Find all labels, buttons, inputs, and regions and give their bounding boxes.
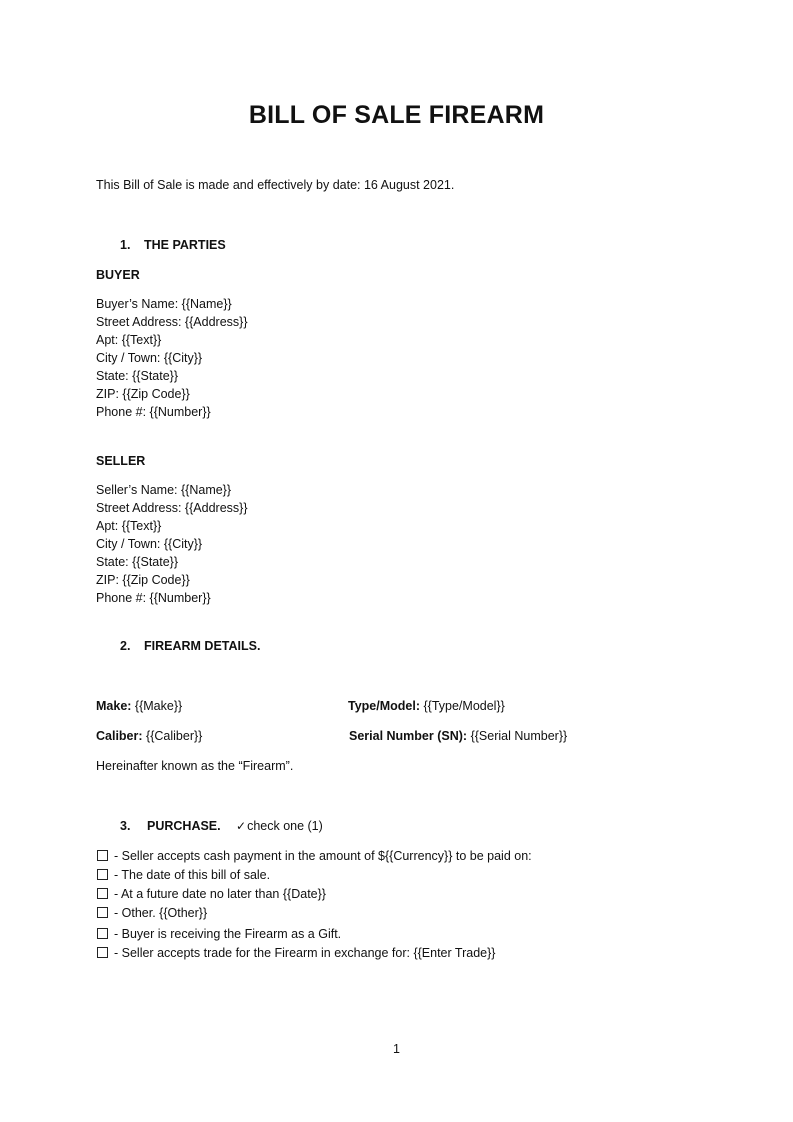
purchase-option-label: - At a future date no later than {{Date}} [114, 887, 326, 901]
hereinafter-text: Hereinafter known as the “Firearm”. [96, 759, 294, 773]
serial-number-label: Serial Number (SN): [349, 729, 468, 743]
buyer-details [96, 295, 248, 421]
serial-number-field [349, 727, 567, 745]
make-value: {{Make}} [134, 699, 183, 713]
checkmark-icon: ✓ [236, 819, 247, 833]
section-1-title: THE PARTIES [144, 238, 226, 252]
section-3-heading [120, 817, 323, 835]
checkbox-icon[interactable] [97, 850, 108, 861]
section-2-title: FIREARM DETAILS. [144, 639, 261, 653]
checkbox-icon[interactable] [97, 928, 108, 939]
caliber-value: {{Caliber}} [146, 729, 203, 743]
seller-zip-field: ZIP: {{Zip Code}} [96, 573, 190, 587]
section-3-number: 3. [120, 819, 131, 833]
seller-details [96, 481, 248, 607]
page-number: 1 [393, 1042, 400, 1056]
purchase-option-label: - Seller accepts cash payment in the amount of ${{Currency}} to be paid on: [114, 849, 532, 863]
make-field [96, 697, 182, 715]
buyer-name-field: Buyer’s Name: {{Name}} [96, 297, 232, 311]
section-2-number: 2. [120, 639, 131, 653]
purchase-option-cash[interactable] [97, 847, 532, 865]
purchase-option-label: - Buyer is receiving the Firearm as a Gift. [114, 927, 342, 941]
intro-paragraph: This Bill of Sale is made and effectively by date: 16 August 2021. [96, 178, 455, 192]
purchase-option-future-date[interactable] [97, 885, 326, 903]
checkbox-icon[interactable] [97, 907, 108, 918]
purchase-option-other[interactable] [97, 904, 207, 922]
serial-number-value: {{Serial Number}} [470, 729, 568, 743]
buyer-heading: BUYER [96, 268, 140, 282]
buyer-phone-field: Phone #: {{Number}} [96, 405, 211, 419]
section-2-heading [120, 637, 260, 655]
seller-phone-field: Phone #: {{Number}} [96, 591, 211, 605]
seller-address-field: Street Address: {{Address}} [96, 501, 248, 515]
purchase-option-label: - Other. {{Other}} [114, 906, 208, 920]
seller-heading: SELLER [96, 454, 146, 468]
seller-city-field: City / Town: {{City}} [96, 537, 203, 551]
caliber-field [96, 727, 202, 745]
purchase-option-label: - Seller accepts trade for the Firearm in exchange for: {{Enter Trade}} [114, 946, 496, 960]
checkbox-icon[interactable] [97, 869, 108, 880]
section-1-heading [120, 236, 226, 254]
buyer-state-field: State: {{State}} [96, 369, 179, 383]
buyer-address-field: Street Address: {{Address}} [96, 315, 248, 329]
buyer-zip-field: ZIP: {{Zip Code}} [96, 387, 190, 401]
type-model-label: Type/Model: [348, 699, 420, 713]
checkbox-icon[interactable] [97, 947, 108, 958]
seller-apt-field: Apt: {{Text}} [96, 519, 162, 533]
caliber-label: Caliber: [96, 729, 143, 743]
seller-state-field: State: {{State}} [96, 555, 179, 569]
check-one-note: check one (1) [247, 819, 323, 833]
purchase-option-trade[interactable] [97, 944, 495, 962]
make-label: Make: [96, 699, 132, 713]
type-model-value: {{Type/Model}} [423, 699, 505, 713]
purchase-option-label: - The date of this bill of sale. [114, 868, 271, 882]
buyer-apt-field: Apt: {{Text}} [96, 333, 162, 347]
document-title: BILL OF SALE FIREARM [248, 101, 545, 129]
section-1-number: 1. [120, 238, 131, 252]
section-3-title: PURCHASE. [147, 819, 221, 833]
checkbox-icon[interactable] [97, 888, 108, 899]
purchase-option-date-of-sale[interactable] [97, 866, 270, 884]
seller-name-field: Seller’s Name: {{Name}} [96, 483, 232, 497]
type-model-field [348, 697, 505, 715]
purchase-option-gift[interactable] [97, 925, 341, 943]
buyer-city-field: City / Town: {{City}} [96, 351, 203, 365]
